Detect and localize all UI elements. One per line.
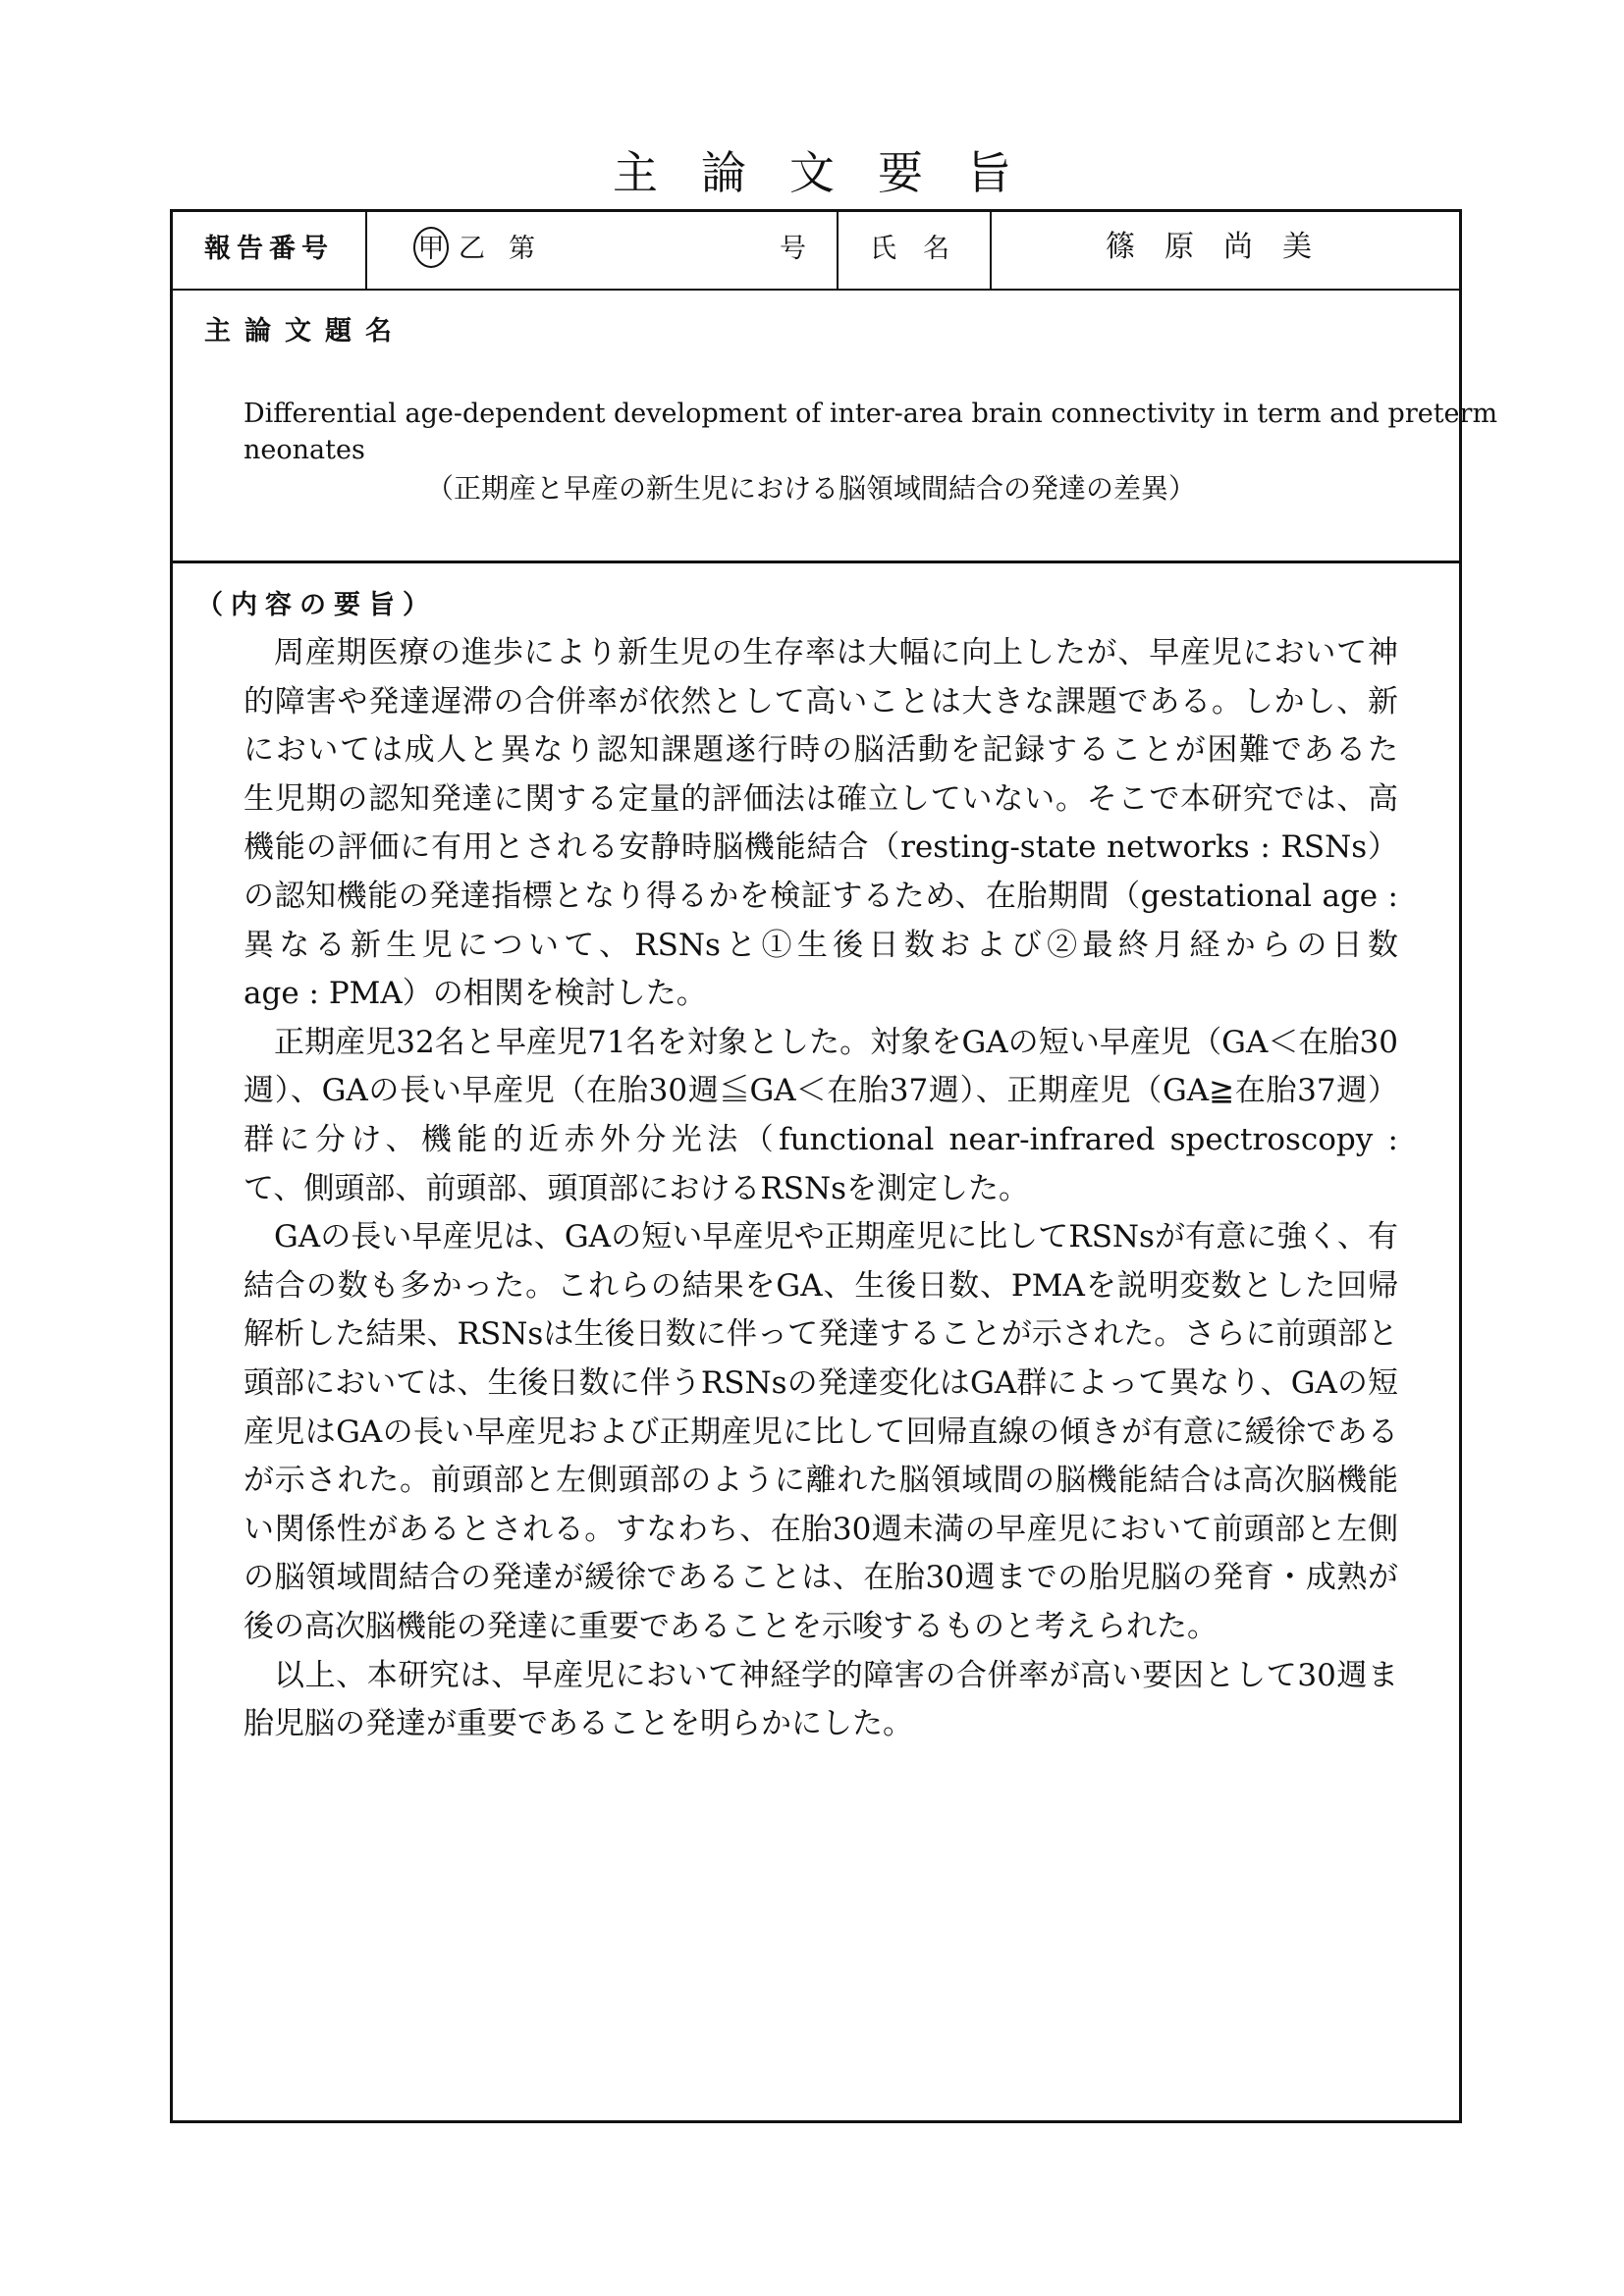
summary-line: 正期産児32名と早産児71名を対象とした。対象をGAの短い早産児（GA＜在胎30	[274, 1024, 1398, 1060]
summary-line: 周産期医療の進歩により新生児の生存率は大幅に向上したが、早産児において神	[274, 635, 1398, 670]
summary-line: GAの長い早産児は、GAの短い早産児や正期産児に比してRSNsが有意に強く、有	[274, 1219, 1398, 1255]
summary-line: においては成人と異なり認知課題遂行時の脳活動を記録することが困難であるた	[244, 732, 1398, 769]
report-type	[413, 227, 535, 268]
otsu-label: 乙	[459, 234, 485, 264]
summary-line: 解析した結果、RSNsは生後日数に伴って発達することが示された。さらに前頭部と	[244, 1316, 1398, 1353]
summary-line: 異なる新生児について、RSNsと①生後日数および②最終月経からの日数	[244, 927, 1398, 963]
summary-line: の脳領域間結合の発達が緩徐であることは、在胎30週までの胎児脳の発育・成熟が	[244, 1560, 1398, 1596]
summary-line: が示された。前頭部と左側頭部のように離れた脳領域間の脳機能結合は高次脳機能	[244, 1463, 1398, 1499]
thesis-title-label: 主論文題名	[204, 316, 406, 347]
summary-line: 胎児脳の発達が重要であることを明らかにした。	[244, 1706, 913, 1742]
summary-form	[170, 209, 1498, 2123]
summary-line: 生児期の認知発達に関する定量的評価法は確立していない。そこで本研究では、高	[244, 780, 1398, 817]
summary-line: 的障害や発達遅滞の合併率が依然として高いことは大きな課題である。しかし、新	[244, 683, 1398, 720]
kou-circled: 甲	[413, 227, 449, 268]
summary-line: 頭部においては、生後日数に伴うRSNsの発達変化はGA群によって異なり、GAの短	[244, 1365, 1398, 1401]
english-title-line1: Differential age-dependent development of inter-area brain connectivity in term and preterm	[244, 399, 1498, 429]
summary-line: 以上、本研究は、早産児において神経学的障害の合併率が高い要因として30週ま	[274, 1657, 1398, 1693]
summary-line: て、側頭部、前頭部、頭頂部におけるRSNsを測定した。	[244, 1170, 1029, 1206]
japanese-title: （正期産と早産の新生児における脳領域間結合の発達の差異）	[426, 472, 1197, 505]
report-number-label: 報告番号	[204, 234, 334, 264]
document-title: 主論文要旨	[613, 146, 1055, 199]
gou-label: 号	[780, 234, 806, 264]
row-divider	[173, 289, 1459, 291]
row-divider	[173, 561, 1459, 563]
dai-label: 第	[509, 234, 535, 264]
summary-line: 産児はGAの長い早産児および正期産児に比して回帰直線の傾きが有意に緩徐である	[244, 1414, 1398, 1450]
name-label: 氏 名	[870, 234, 949, 264]
summary-line: の認知機能の発達指標となり得るかを検証するため、在胎期間（gestational age :	[244, 879, 1398, 914]
english-title-line2: neonates	[244, 435, 365, 465]
column-divider	[837, 212, 839, 289]
column-divider	[990, 212, 992, 289]
summary-line: age : PMA）の相関を検討した。	[244, 976, 707, 1012]
summary-line: い関係性があるとされる。すなわち、在胎30週未満の早産児において前頭部と左側	[244, 1511, 1398, 1547]
author-name: 篠 原 尚 美	[1106, 230, 1312, 264]
summary-line: 後の高次脳機能の発達に重要であることを示唆するものと考えられた。	[244, 1609, 1218, 1644]
summary-line: 結合の数も多かった。これらの結果をGA、生後日数、PMAを説明変数とした回帰	[244, 1267, 1398, 1304]
summary-line: 機能の評価に有用とされる安静時脳機能結合（resting-state networks : RSNs）	[244, 829, 1398, 866]
summary-line: 週）、GAの長い早産児（在胎30週≦GA＜在胎37週）、正期産児（GA≧在胎37週）	[244, 1073, 1398, 1109]
column-divider	[365, 212, 367, 289]
summary-label: （内容の要旨）	[196, 590, 437, 620]
summary-line: 群に分け、機能的近赤外分光法（functional near-infrared spectroscopy :	[244, 1122, 1398, 1157]
